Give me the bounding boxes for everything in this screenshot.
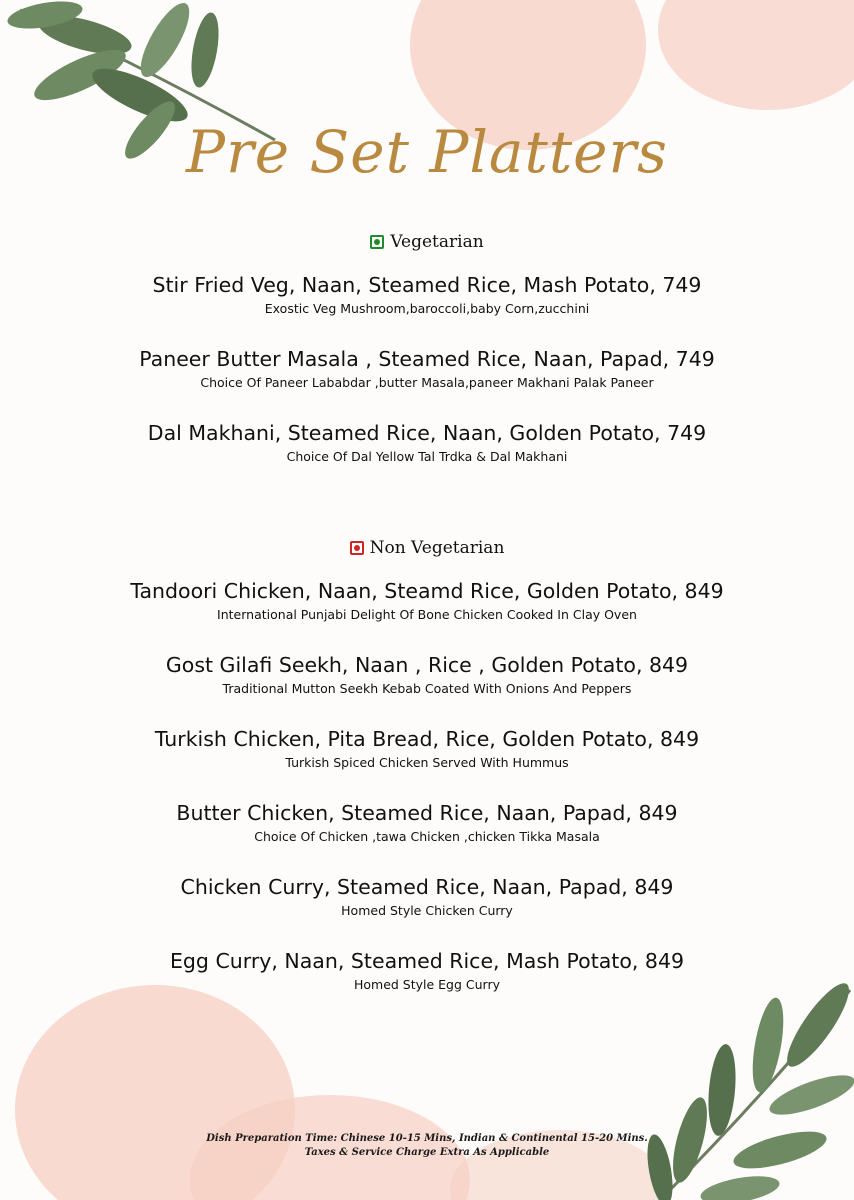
menu-item xyxy=(0,271,854,345)
section-heading-label: Non Vegetarian xyxy=(369,538,505,558)
item-name: Gost Gilafi Seekh, Naan , Rice , Golden Potato, 849 xyxy=(165,653,689,677)
item-description: Homed Style Egg Curry xyxy=(353,977,501,992)
menu-item xyxy=(0,345,854,419)
non-veg-indicator-icon xyxy=(350,541,364,555)
item-description: Turkish Spiced Chicken Served With Hummus xyxy=(285,755,569,770)
item-description: Choice Of Dal Yellow Tal Trdka & Dal Makhani xyxy=(286,449,568,464)
vegetarian-items xyxy=(0,271,854,493)
item-description: Exostic Veg Mushroom,baroccoli,baby Corn,zucchini xyxy=(264,301,590,316)
item-description: International Punjabi Delight Of Bone Chicken Cooked In Clay Oven xyxy=(217,607,637,622)
non-vegetarian-items xyxy=(0,577,854,1021)
footer-note xyxy=(0,1132,854,1160)
menu-item xyxy=(0,873,854,947)
blush-blob-top-right xyxy=(658,0,854,110)
item-description: Homed Style Chicken Curry xyxy=(341,903,513,918)
item-name: Egg Curry, Naan, Steamed Rice, Mash Potato, 849 xyxy=(169,949,685,973)
item-name: Paneer Butter Masala , Steamed Rice, Naan, Papad, 749 xyxy=(139,347,715,371)
item-description: Choice Of Chicken ,tawa Chicken ,chicken Tikka Masala xyxy=(254,829,600,844)
item-name: Turkish Chicken, Pita Bread, Rice, Golden Potato, 849 xyxy=(154,727,700,751)
item-name: Butter Chicken, Steamed Rice, Naan, Papad, 849 xyxy=(176,801,678,825)
menu-item xyxy=(0,419,854,493)
item-description: Traditional Mutton Seekh Kebab Coated With Onions And Peppers xyxy=(222,681,632,696)
section-heading-label: Vegetarian xyxy=(390,232,484,252)
veg-indicator-icon xyxy=(370,235,384,249)
item-name: Stir Fried Veg, Naan, Steamed Rice, Mash Potato, 749 xyxy=(152,273,702,297)
item-name: Chicken Curry, Steamed Rice, Naan, Papad, 849 xyxy=(180,875,674,899)
menu-item xyxy=(0,651,854,725)
menu-item xyxy=(0,577,854,651)
item-description: Choice Of Paneer Lababdar ,butter Masala,paneer Makhani Palak Paneer xyxy=(200,375,654,390)
section-heading-vegetarian xyxy=(0,232,854,252)
taxes-note: Taxes & Service Charge Extra As Applicable xyxy=(304,1147,550,1158)
menu-item xyxy=(0,947,854,1021)
item-name: Dal Makhani, Steamed Rice, Naan, Golden Potato, 749 xyxy=(147,421,707,445)
menu-title: Pre Set Platters xyxy=(186,118,668,186)
section-heading-non-vegetarian xyxy=(0,538,854,558)
item-name: Tandoori Chicken, Naan, Steamd Rice, Golden Potato, 849 xyxy=(130,579,724,603)
preparation-time-note: Dish Preparation Time: Chinese 10-15 Mins, Indian & Continental 15-20 Mins. xyxy=(206,1133,648,1144)
menu-item xyxy=(0,799,854,873)
menu-item xyxy=(0,725,854,799)
